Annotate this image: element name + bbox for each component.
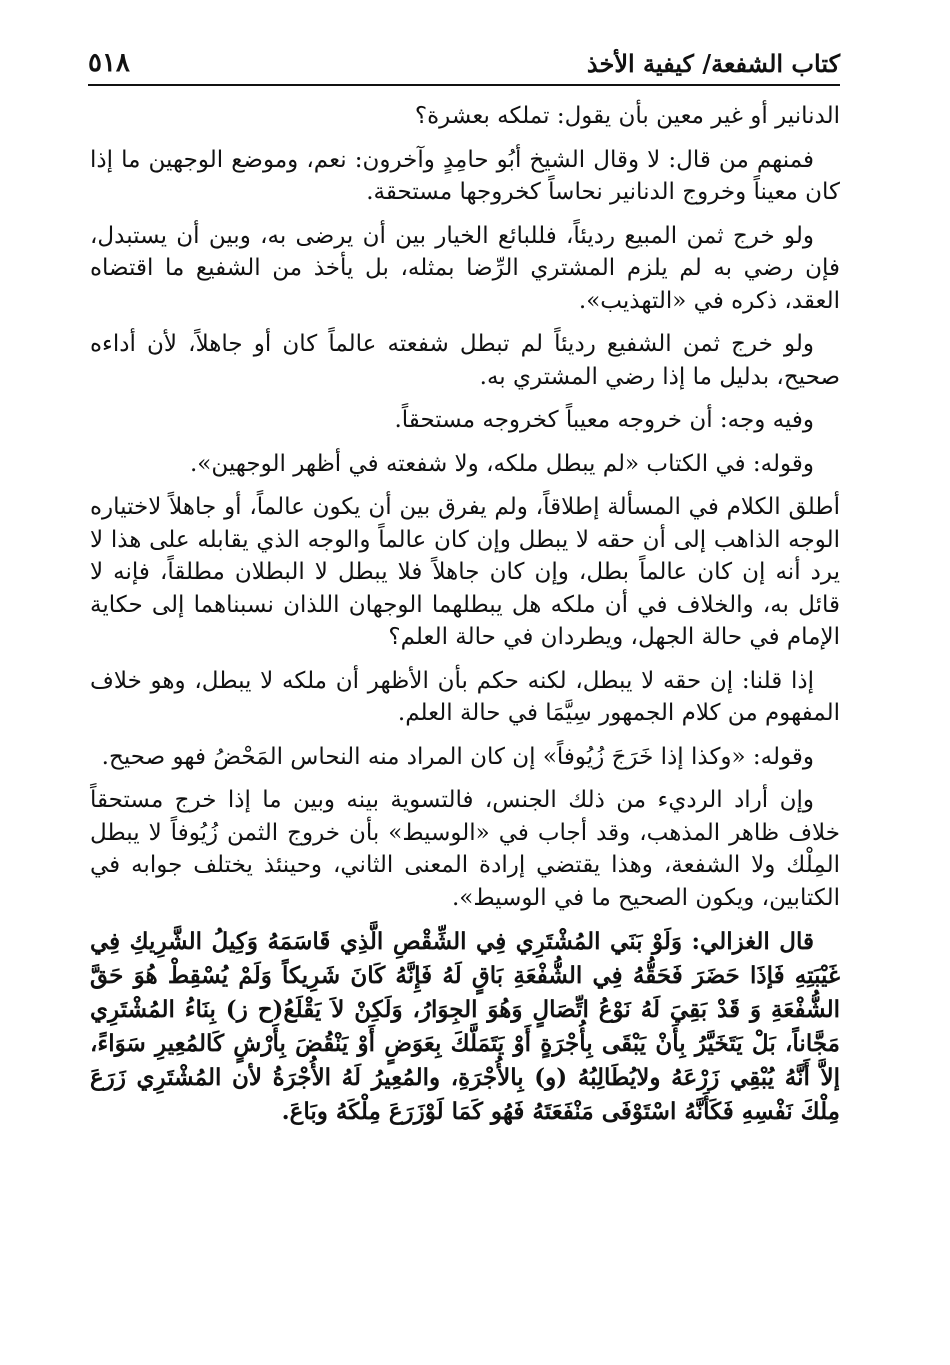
paragraph-4: ولو خرج ثمن الشفيع رديئاً لم تبطل شفعته عالماً كان أو جاهلاً، لأن أداءه صحيح، بدليل ما إذا رضي المشتري به. bbox=[90, 331, 840, 390]
paragraph-9: وقوله: «وكذا إذا خَرَجَ زُيُوفاً» إن كان المراد منه النحاس المَحْضُ فهو صحيح. bbox=[101, 743, 814, 770]
paragraph-2: فمنهم من قال: لا وقال الشيخ أبُو حامِدٍ وآخرون: نعم، وموضع الوجهين ما إذا كان معيناً وخروج الدنانير نحاساً كخروجها مستحقة. bbox=[90, 146, 840, 205]
paragraph-1: الدنانير أو غير معين بأن يقول: تملكه بعشرة؟ bbox=[414, 103, 840, 129]
paragraph-10: وإن أراد الرديء من ذلك الجنس، فالتسوية بينه وبين ما إذا خرج مستحقاً خلاف ظاهر المذهب، وقد أجاب في «الوسيط» بأن خروج الثمن زُيُوفاً لا يبطل المِلْك ولا الشفعة، وهذا يقتضي إرادة المعنى الثاني، وحينئذ يختلف جوابه في الكتابين، ويكون الصحيح ما في الوسيط». bbox=[90, 787, 840, 911]
paragraph-7: أطلق الكلام في المسألة إطلاقاً، ولم يفرق بين أن يكون عالماً، أو جاهلاً لاختياره الوجه الذاهب إلى أن حقه لا يبطل وإن كان عالماً والوجه الذي يقابله على هذا لا يرد أنه إن كان عالماً بطل، وإن كان جاهلاً فلا يبطل لا البطلان مطلقاً، فإنه لا قائل به، والخلاف في أن ملكه هل يبطلهما الوجهان اللذان نسبناهما إلى حكاية الإمام في حالة الجهل، ويطردان في حالة العلم؟ bbox=[90, 494, 840, 650]
page-header bbox=[88, 34, 840, 86]
paragraph-8: إذا قلنا: إن حقه لا يبطل، لكنه حكم بأن الأظهر أن ملكه لا يبطل، وهو خلاف المفهوم من كلام الجمهور سِيَّمَا في حالة العلم. bbox=[90, 667, 840, 726]
page-number: ٥١٨ bbox=[88, 48, 130, 78]
quoted-text-ghazali: قال الغزالي: وَلَوْ بَنَي المُشْتَرِي فِي الشِّقْصِ الَّذِي قَاسَمَهُ وَكِيلُ الشَّرِيكِ فِي غَيْبَتِهِ فَإذَا حَضَرَ فَحَقُّهُ فِي الشُّفْعَةِ بَاقٍ لَهُ فَإِنَّهُ كَانَ شَرِيكاً وَلَمْ يُسْقِطْ هُوَ حَقَّ الشُّفْعَةِ وَ قَدْ بَقِيَ لَهُ نَوْعُ اتِّصَالٍ وَهُوَ الجِوَارُ، وَلَكِنْ لاَ يَقْلَعُ(ح ز) بِنَاءُ المُشْتَرِي مَجَّاناً، بَلْ يَتَخَيَّرُ بِأَنْ يَبْقَى بِأُجْرَةٍ أَوْ يَتَمَلَّكَ بِعَوَضٍ أَوْ يَنْقُضَ بِأَرْشٍ كَالمُعِيرِ سَوَاءً، إلاَّ أَنَّهُ يُبْقِي زَرْعَهُ ولايُطَالِبُهُ (و) بِالأُجْرَةِ، والمُعِيرُ لَهُ الأُجْرَةُ لأن المُشْتَرِي زَرَعَ مِلْكَ نَفْسِهِ فَكَأَنَّهُ اسْتَوْفَى مَنْفَعَتَهُ فَهُو كَمَا لَوْزَرَعَ مِلْكَهُ وبَاعَ. bbox=[90, 928, 840, 1125]
paragraph-3: ولو خرج ثمن المبيع رديئاً، فللبائع الخيار بين أن يرضى به، وبين أن يستبدل، فإن رضي به لم يلزم المشتري الرِّضا بمثله، بل يأخذ من الشفيع ما اقتضاه العقد، ذكره في «التهذيب». bbox=[90, 222, 840, 314]
running-title: كتاب الشفعة/ كيفية الأخذ bbox=[586, 49, 840, 78]
paragraph-5: وفيه وجه: أن خروجه معيباً كخروجه مستحقاً. bbox=[394, 407, 814, 433]
page-body bbox=[90, 100, 840, 1140]
paragraph-6: وقوله: في الكتاب «لم يبطل ملكه، ولا شفعته في أظهر الوجهين». bbox=[189, 450, 814, 477]
